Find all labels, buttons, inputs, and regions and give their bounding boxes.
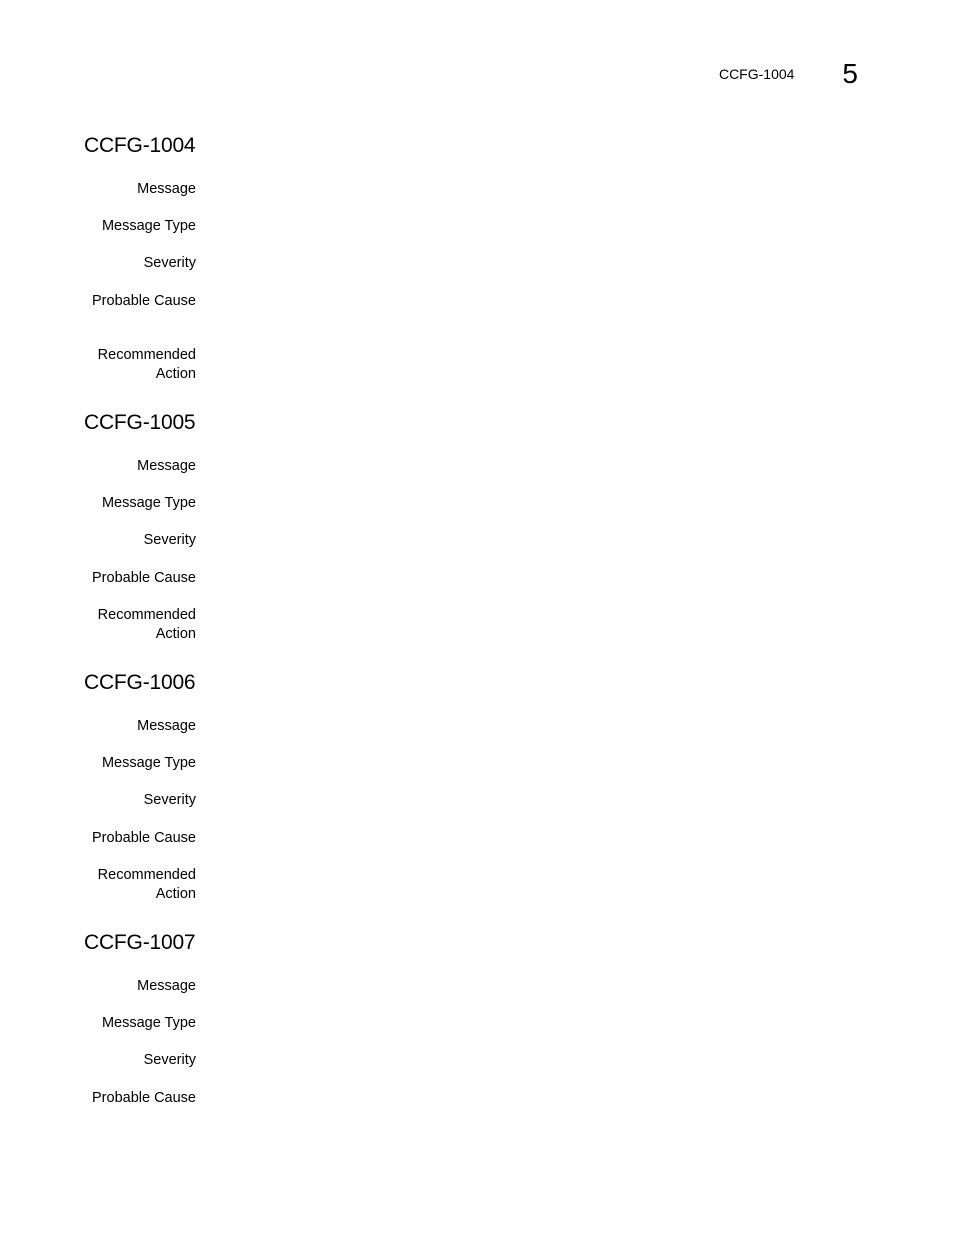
label-message-type: Message Type xyxy=(101,218,196,234)
label-action: Action xyxy=(155,886,196,902)
label-recommended: Recommended xyxy=(97,347,196,363)
chapter-number: 5 xyxy=(842,58,858,89)
label-action: Action xyxy=(155,626,196,642)
running-title: CCFG-1004 xyxy=(718,66,795,82)
label-severity: Severity xyxy=(143,792,196,808)
label-message: Message xyxy=(137,718,196,734)
message-entry-ccfg-1006 xyxy=(84,671,196,902)
running-header xyxy=(719,58,858,88)
label-probable-cause: Probable Cause xyxy=(92,1090,196,1106)
label-message-type: Message Type xyxy=(101,1015,196,1031)
label-message-type: Message Type xyxy=(101,755,196,771)
label-recommended: Recommended xyxy=(97,867,196,883)
message-entry-ccfg-1007 xyxy=(84,931,196,1106)
message-entry-ccfg-1005 xyxy=(84,411,196,642)
label-severity: Severity xyxy=(143,532,196,548)
message-entry-ccfg-1004 xyxy=(84,134,196,382)
label-message: Message xyxy=(137,181,196,197)
label-probable-cause: Probable Cause xyxy=(92,830,196,846)
label-message-type: Message Type xyxy=(101,495,196,511)
entry-title: CCFG-1005 xyxy=(84,411,196,434)
label-message: Message xyxy=(137,458,196,474)
label-message: Message xyxy=(137,978,196,994)
label-recommended: Recommended xyxy=(97,607,196,623)
entry-title: CCFG-1004 xyxy=(84,134,196,157)
label-severity: Severity xyxy=(143,1052,196,1068)
label-severity: Severity xyxy=(143,255,196,271)
label-action: Action xyxy=(155,366,196,382)
entry-title: CCFG-1006 xyxy=(84,671,196,694)
label-probable-cause: Probable Cause xyxy=(92,570,196,586)
label-probable-cause: Probable Cause xyxy=(92,293,196,309)
entry-title: CCFG-1007 xyxy=(84,931,196,954)
